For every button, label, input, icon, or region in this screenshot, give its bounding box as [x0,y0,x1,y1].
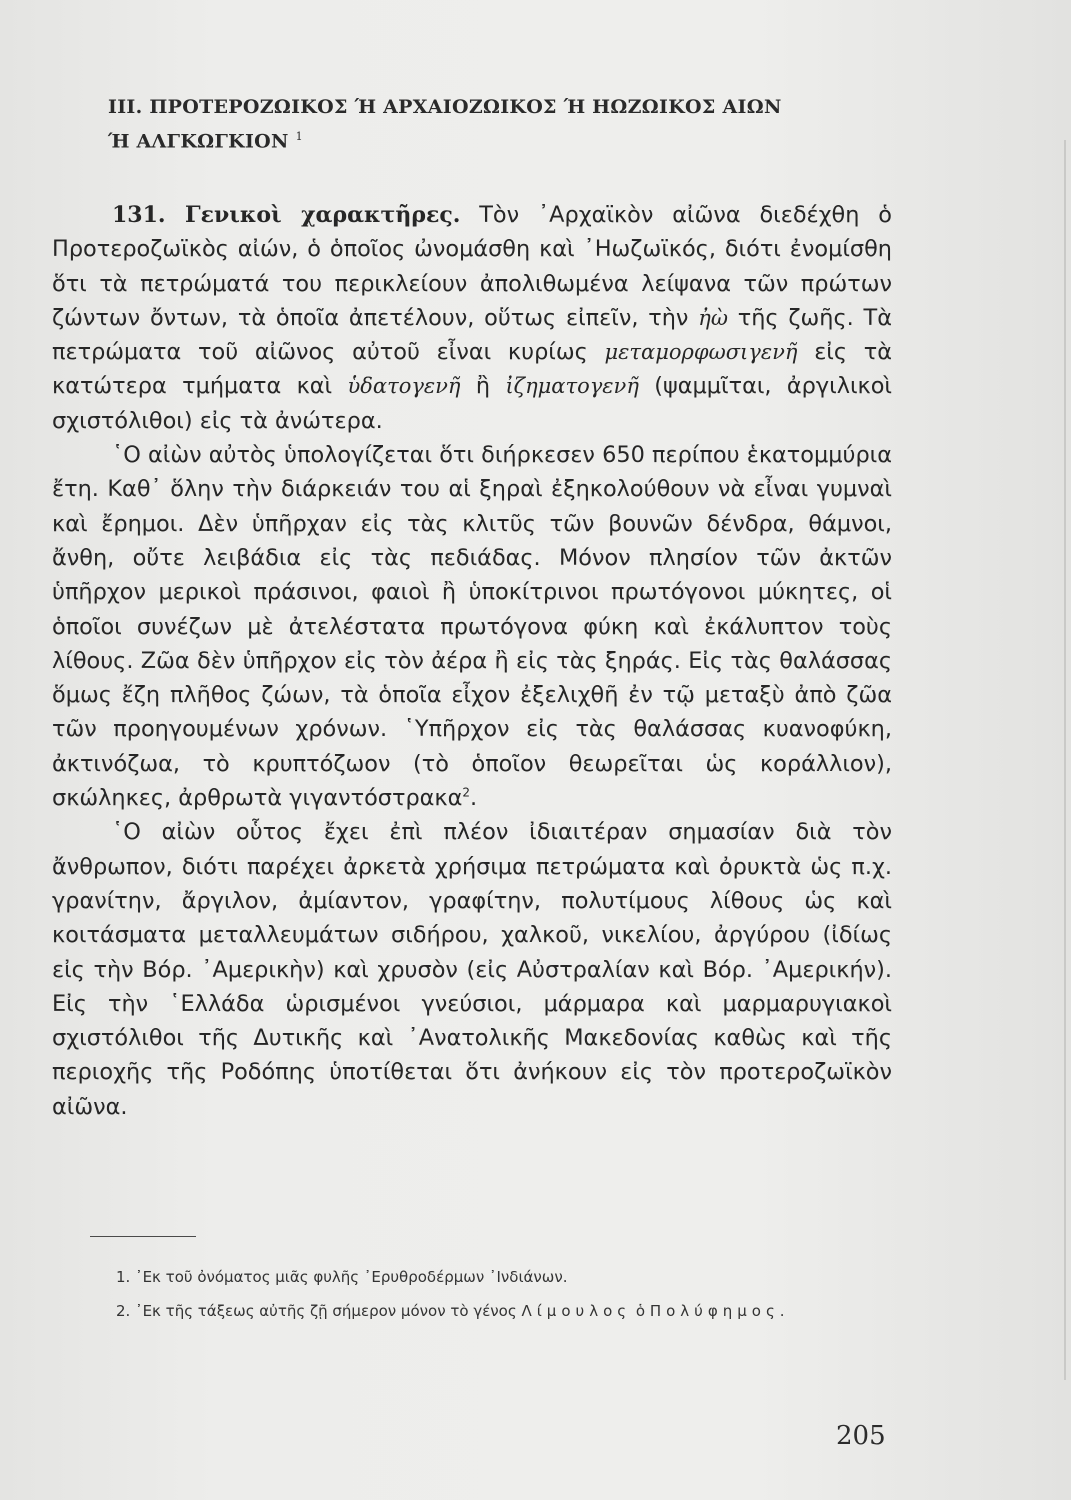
chapter-heading [108,92,898,156]
footnote-2-mid: ὁ [635,1302,646,1320]
chapter-heading-line2: Ή ΑΛΓΚΩΓΚΙΟΝ [108,130,289,153]
p2-end: . [470,785,478,812]
paragraph-3 [52,815,892,1124]
p1-text-g: ἢ [475,373,491,400]
body-text [52,198,892,1124]
page-edge-shadow [1064,140,1066,1380]
p3-text: ῾Ο αἰὼν οὗτος ἔχει ἐπὶ πλέον ἰδιαιτέραν σημασίαν διὰ τὸν ἄνθρωπον, διότι παρέχει ἀρκετὰ χρήσιμα πετρώματα καὶ ὀρυκτὰ ὡς π.χ. γρανίτην, ἄργιλον, ἀμίαντον, γραφίτην, πολυτίμους λίθους ὡς καὶ κοιτάσματα μεταλλευμάτων σιδήρου, χαλκοῦ, νικελίου, ἀργύρου (ἰδίως εἰς τὴν Βόρ. ᾽Αμερικὴν) καὶ χρυσὸν (εἰς Αὐστραλίαν καὶ Βόρ. ᾽Αμερικήν). Εἰς τὴν ῾Ελλάδα ὡρισμένοι γνεύσιοι, μάρμαρα καὶ μαρμαρυγιακοὶ σχιστόλιθοι τῆς Δυτικῆς καὶ ᾽Ανατολικῆς Μακεδονίας καθὼς καὶ τῆς περιοχῆς τῆς Ροδόπης ὑποτίθεται ὅτι ἀνήκουν εἰς τὸν προτεροζωϊκὸν αἰῶνα. [52,819,892,1120]
footnote-rule [90,1236,196,1237]
footnote-2 [50,1298,900,1324]
p1-text-i: (ψαμμῖται, ἀργιλικοὶ σχιστόλιθοι) εἰς τὰ ἀνώτερα. [52,373,892,434]
footnote-2-species: Πολύφημος [649,1302,780,1320]
paragraph-2 [52,438,892,815]
footnote-2-end: . [779,1302,785,1320]
p1-italic-dawn: ἠὼ [698,305,728,330]
p1-text-e: εἰς τὰ κατώτερα τμήματα καὶ [52,339,892,400]
heading-footnote-mark: 1 [295,130,303,143]
p1-italic-metamorphic: μεταμορφωσιγενῆ [604,340,798,365]
p1-text-c: τῆς ζωῆς. Τὰ πετρώματα τοῦ αἰῶνος αὐτοῦ εἶναι κυρίως [52,304,892,366]
page-number: 205 [836,1421,886,1451]
p1-italic-hydrogenic: ὑδατογενῆ [347,374,461,399]
chapter-heading-line1: III. ΠΡΟΤΕΡΟΖΩΙΚΟΣ Ή ΑΡΧΑΙΟΖΩΙΚΟΣ Ή ΗΩΖΩΙΚΟΣ ΑΙΩΝ [108,96,782,118]
paragraph-1 [52,198,892,438]
footnote-2-genus: Λίμουλος [521,1302,632,1320]
p1-text-a: Τὸν ᾽Αρχαϊκὸν αἰῶνα διεδέχθη ὁ Προτεροζωϊκὸς αἰών, ὁ ὁποῖος ὠνομάσθη καὶ ᾽Ηωζωϊκός, διότι ἐνομίσθη ὅτι τὰ πετρώματά του περικλείουν ἀπολιθωμένα λείψανα τῶν πρώτων ζώντων ὄντων, τὰ ὁποῖα ἀπετέλουν, οὕτως εἰπεῖν, τὴν [52,202,892,331]
footnote-1: 1. ᾽Εκ τοῦ ὀνόματος μιᾶς φυλῆς ᾽Ερυθροδέρμων ᾽Ινδιάνων. [116,1268,568,1286]
section-title: 131. Γενικοὶ χαρακτῆρες. [112,202,461,228]
p2-text: ῾Ο αἰὼν αὐτὸς ὑπολογίζεται ὅτι διήρκεσεν 650 περίπου ἑκατομμύρια ἔτη. Καθ᾽ ὅλην τὴν διάρκειάν του αἱ ξηραὶ ἐξηκολούθουν νὰ εἶναι γυμναὶ καὶ ἔρημοι. Δὲν ὑπῆρχαν εἰς τὰς κλιτῦς τῶν βουνῶν δένδρα, θάμνοι, ἄνθη, οὔτε λειβάδια εἰς τὰς πεδιάδας. Μόνον πλησίον τῶν ἀκτῶν ὑπῆρχον μερικοὶ πράσινοι, φαιοὶ ἢ ὑποκίτρινοι πρωτόγονοι μύκητες, οἱ ὁποῖοι συνέζων μὲ ἀτελέστατα πρωτόγονα φύκη καὶ ἐκάλυπτον τοὺς λίθους. Ζῶα δὲν ὑπῆρχον εἰς τὸν ἀέρα ἢ εἰς τὰς ξηράς. Εἰς τὰς θαλάσσας ὅμως ἔζη πλῆθος ζώων, τὰ ὁποῖα εἶχον ἐξελιχθῆ ἐν τῷ μεταξὺ ἀπὸ ζῶα τῶν προηγουμένων χρόνων. ῾Υπῆρχον εἰς τὰς θαλάσσας κυανοφύκη, ἀκτινόζωα, τὸ κρυπτόζωον (τὸ ὁποῖον θεωρεῖται ὡς κοράλλιον), σκώληκες, ἀρθρωτὰ γιγαντόστρακα [52,442,892,812]
p1-italic-sedimentary: ἰζηματογενῆ [505,374,639,399]
footnote-ref-2: 2 [462,785,471,800]
footnote-2-text: 2. ᾽Εκ τῆς τάξεως αὐτῆς ζῇ σήμερον μόνον τὸ γένος [116,1302,517,1320]
